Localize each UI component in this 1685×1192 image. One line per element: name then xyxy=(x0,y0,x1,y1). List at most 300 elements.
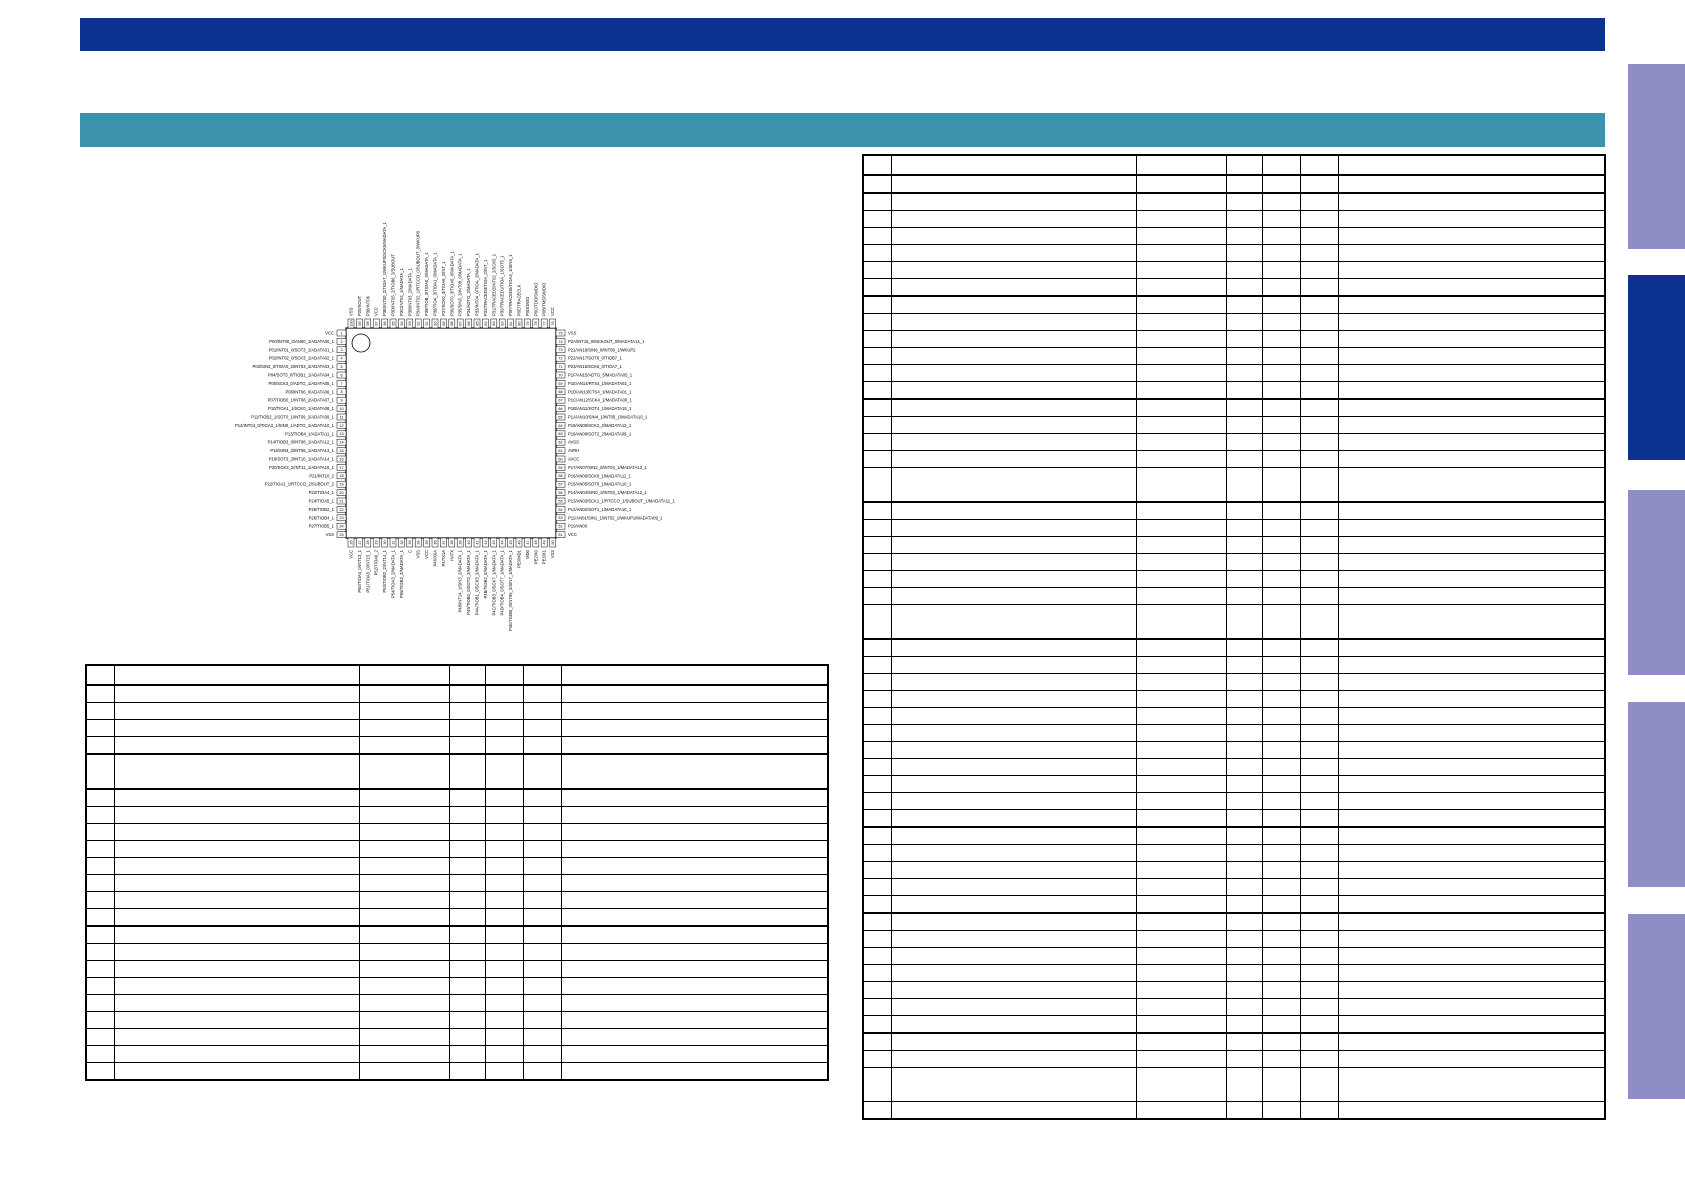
table-cell xyxy=(863,245,891,262)
top-pin-label: P30/TRACED1/TIOA_1/SOT5_1 xyxy=(499,255,505,316)
left-pin-label: P11/TIOB2_1/SOT0_1/INT09_2/ADATA09_1 xyxy=(251,414,334,420)
table-cell xyxy=(523,754,561,789)
bottom-pin-label: INITX xyxy=(449,550,455,561)
top-pin-number: 92 xyxy=(416,321,421,326)
table-cell xyxy=(561,789,828,807)
table-cell xyxy=(485,1029,523,1046)
table-cell xyxy=(1338,502,1605,520)
table-cell xyxy=(863,725,891,742)
table-cell xyxy=(891,434,1136,451)
right-pin-label: P14/AN04/SIN0_1/INT03_1/MADATA12_1 xyxy=(568,490,647,496)
top-pin-label: P32/TRACED3/TIOA_2/INT_1 xyxy=(482,259,488,316)
table-cell xyxy=(1226,1051,1262,1068)
table-cell xyxy=(1338,1016,1605,1034)
left-pin-number: 18 xyxy=(339,474,344,479)
table-cell xyxy=(449,754,485,789)
table-cell xyxy=(1300,554,1338,571)
right-pin-label: P22/AN17/SOT6_0/TIOB7_1 xyxy=(568,355,622,361)
table-cell xyxy=(1262,520,1300,537)
table-cell xyxy=(863,691,891,708)
table-cell xyxy=(485,995,523,1012)
table-cell xyxy=(1300,708,1338,725)
table-cell xyxy=(1300,417,1338,434)
table-cell xyxy=(1338,691,1605,708)
right-pin-number: 64 xyxy=(558,423,563,428)
table-cell xyxy=(359,754,449,789)
table-row xyxy=(863,175,1605,193)
table-cell xyxy=(1300,810,1338,828)
left-pin-number: 16 xyxy=(339,457,344,462)
table-cell xyxy=(561,841,828,858)
table-cell xyxy=(485,807,523,824)
table-row xyxy=(86,841,828,858)
table-row xyxy=(863,417,1605,434)
table-cell xyxy=(1338,965,1605,982)
table-cell xyxy=(1136,862,1226,879)
table-cell xyxy=(561,978,828,995)
bottom-pin-label: PE2/X0 xyxy=(533,550,539,565)
table-row xyxy=(863,537,1605,554)
table-cell xyxy=(891,314,1136,331)
table-cell xyxy=(114,858,359,875)
table-cell xyxy=(86,789,114,807)
table-row xyxy=(863,382,1605,400)
bottom-pin-label: P49/TIOB0_0/SOT3_2/MADATA_1 xyxy=(466,550,472,615)
top-pin-number: 93 xyxy=(408,321,413,326)
table-cell xyxy=(1262,605,1300,640)
table-cell xyxy=(449,841,485,858)
table-row xyxy=(863,554,1605,571)
table-cell xyxy=(1338,245,1605,262)
left-pin-label: P02/INT02_0/SCK3_1/ADATA02_1 xyxy=(268,355,334,361)
table-cell xyxy=(1226,742,1262,759)
table-cell xyxy=(1338,657,1605,674)
left-pin-number: 15 xyxy=(339,449,344,453)
top-pin-label: P31/TRACED2/INT02_2/SCK5_1 xyxy=(491,253,497,316)
table-cell xyxy=(1136,365,1226,382)
table-cell xyxy=(1136,999,1226,1016)
table-cell xyxy=(1262,155,1300,175)
table-cell xyxy=(891,245,1136,262)
table-cell xyxy=(1262,537,1300,554)
table-cell xyxy=(1226,793,1262,810)
table-cell xyxy=(1226,537,1262,554)
table-cell xyxy=(523,944,561,961)
bottom-pin-number: 46 xyxy=(517,540,522,545)
table-cell xyxy=(1262,588,1300,605)
table-row xyxy=(86,703,828,720)
left-pin-label: P23/TIOA4_1 xyxy=(308,490,334,496)
table-cell xyxy=(1226,382,1262,400)
table-cell xyxy=(449,926,485,944)
table-cell xyxy=(449,892,485,909)
table-cell xyxy=(449,720,485,737)
table-cell xyxy=(1226,1016,1262,1034)
table-cell xyxy=(891,965,1136,982)
table-cell xyxy=(1338,417,1605,434)
table-cell xyxy=(359,807,449,824)
table-cell xyxy=(1262,879,1300,896)
table-cell xyxy=(1136,1068,1226,1102)
top-pin-label: P35/SIN0_3/INT08_0/MADATA_1 xyxy=(457,253,463,316)
table-cell xyxy=(1136,708,1226,725)
ic-package-svg xyxy=(228,190,688,650)
table-cell xyxy=(485,978,523,995)
table-cell xyxy=(1136,742,1226,759)
bottom-pin-label: P4B/TIOB2_0/MADATA_1 xyxy=(482,550,488,599)
table-cell xyxy=(86,995,114,1012)
table-cell xyxy=(1338,674,1605,691)
right-pin-label: P19/AN09/SCK2_2/MADATA12_1 xyxy=(568,422,632,428)
table-row xyxy=(863,999,1605,1016)
table-cell xyxy=(1262,399,1300,417)
table-row xyxy=(863,810,1605,828)
table-cell xyxy=(1136,913,1226,931)
table-cell xyxy=(863,657,891,674)
side-tab-1[interactable] xyxy=(1628,64,1685,249)
table-cell xyxy=(891,1102,1136,1120)
top-pin-label: P38/TIOA_3/TIOA1_0/MADATA_1 xyxy=(432,252,438,316)
table-cell xyxy=(359,944,449,961)
bottom-pin-label: VSS xyxy=(415,550,421,559)
table-cell xyxy=(863,793,891,810)
table-cell xyxy=(1136,879,1226,896)
table-cell xyxy=(1262,245,1300,262)
table-cell xyxy=(1338,296,1605,314)
table-cell xyxy=(449,685,485,703)
side-tab-3[interactable] xyxy=(1628,490,1685,675)
table-cell xyxy=(1226,588,1262,605)
table-cell xyxy=(1226,417,1262,434)
table-cell xyxy=(1300,1051,1338,1068)
table-row xyxy=(86,685,828,703)
table-cell xyxy=(114,824,359,841)
table-cell xyxy=(1262,639,1300,657)
table-cell xyxy=(1262,1102,1300,1120)
side-tab-4[interactable] xyxy=(1628,702,1685,887)
table-cell xyxy=(561,703,828,720)
right-pin-label: AVSS xyxy=(568,439,579,445)
table-cell xyxy=(449,665,485,685)
left-pin-number: 10 xyxy=(339,407,344,411)
table-row xyxy=(86,1063,828,1081)
right-pin-label: P1D/AN13/CTS4_1/MADATA01_1 xyxy=(568,389,632,395)
left-pin-label: VCC xyxy=(325,330,334,336)
table-cell xyxy=(359,892,449,909)
table-cell xyxy=(523,909,561,927)
bottom-pin-label: VCC xyxy=(348,550,354,559)
table-cell xyxy=(485,685,523,703)
right-pin-number: 65 xyxy=(558,415,563,420)
table-cell xyxy=(891,948,1136,965)
table-cell xyxy=(891,793,1136,810)
table-cell xyxy=(863,1068,891,1102)
top-pin-number: 91 xyxy=(425,321,429,326)
table-cell xyxy=(1300,674,1338,691)
table-cell xyxy=(359,961,449,978)
table-row xyxy=(863,296,1605,314)
table-cell xyxy=(1300,211,1338,228)
left-pin-label: P16/SOT3_2/INT10_1/ADATA14_1 xyxy=(268,456,334,462)
table-row xyxy=(86,1029,828,1046)
right-pin-number: 60 xyxy=(558,457,563,462)
table-cell xyxy=(86,685,114,703)
table-cell xyxy=(1226,1068,1262,1102)
table-cell xyxy=(891,1051,1136,1068)
table-cell xyxy=(891,571,1136,588)
table-cell xyxy=(561,1046,828,1063)
table-cell xyxy=(1300,193,1338,211)
table-cell xyxy=(1226,451,1262,468)
table-cell xyxy=(1300,262,1338,279)
right-pin-number: 61 xyxy=(558,449,563,453)
table-row xyxy=(863,793,1605,810)
table-cell xyxy=(1300,331,1338,348)
left-pin-number: 1 xyxy=(340,331,343,336)
table-cell xyxy=(561,858,828,875)
table-cell xyxy=(1338,228,1605,245)
right-pin-label: P1C/AN12/SCK4_1/MADATA00_1 xyxy=(568,397,632,403)
left-pin-number: 20 xyxy=(339,491,344,495)
table-cell xyxy=(1136,175,1226,193)
table-cell xyxy=(1136,245,1226,262)
table-cell xyxy=(1300,639,1338,657)
table-cell xyxy=(1226,331,1262,348)
table-cell xyxy=(1300,862,1338,879)
table-cell xyxy=(1300,725,1338,742)
table-cell xyxy=(1262,1033,1300,1051)
left-pin-number: 7 xyxy=(340,381,343,386)
right-pin-number: 70 xyxy=(558,373,563,378)
table-cell xyxy=(1300,965,1338,982)
table-cell xyxy=(1226,365,1262,382)
table-cell xyxy=(863,434,891,451)
left-pin-label: P21/INT10_2 xyxy=(309,473,334,479)
table-cell xyxy=(1300,691,1338,708)
table-cell xyxy=(561,685,828,703)
table-row xyxy=(863,605,1605,640)
table-cell xyxy=(1262,211,1300,228)
table-cell xyxy=(1136,845,1226,862)
table-cell xyxy=(561,892,828,909)
ic-pinout-diagram xyxy=(228,190,688,650)
table-cell xyxy=(891,605,1136,640)
table-cell xyxy=(359,824,449,841)
table-cell xyxy=(1338,1068,1605,1102)
table-cell xyxy=(1226,674,1262,691)
table-cell xyxy=(1226,708,1262,725)
table-header-row xyxy=(86,665,828,685)
table-cell xyxy=(1338,845,1605,862)
table-cell xyxy=(114,1012,359,1029)
table-row xyxy=(863,520,1605,537)
right-pin-number: 56 xyxy=(558,491,563,495)
table-cell xyxy=(1262,1068,1300,1102)
table-cell xyxy=(891,896,1136,914)
table-row xyxy=(863,365,1605,382)
table-cell xyxy=(863,502,891,520)
table-cell xyxy=(1300,520,1338,537)
table-cell xyxy=(1262,948,1300,965)
table-cell xyxy=(449,944,485,961)
top-pin-number: 87 xyxy=(458,321,463,326)
left-pin-number: 8 xyxy=(340,390,343,395)
table-cell xyxy=(863,982,891,999)
table-row xyxy=(863,1016,1605,1034)
table-cell xyxy=(86,909,114,927)
table-cell xyxy=(1226,776,1262,793)
table-row xyxy=(863,862,1605,879)
table-cell xyxy=(1136,948,1226,965)
table-cell xyxy=(1226,211,1262,228)
table-cell xyxy=(1300,571,1338,588)
table-cell xyxy=(891,810,1136,828)
top-pin-label: VCC xyxy=(550,307,556,316)
table-cell xyxy=(1226,279,1262,297)
right-pin-number: 57 xyxy=(558,482,563,487)
left-pin-label: P04/SOT3_0/TIOB1_1/ADATA04_1 xyxy=(268,372,334,378)
table-row xyxy=(86,1046,828,1063)
table-cell xyxy=(449,858,485,875)
table-cell xyxy=(86,754,114,789)
table-cell xyxy=(1262,691,1300,708)
left-pin-label: P00/INT00_0/AN00_1/ADATA00_1 xyxy=(269,338,334,344)
table-cell xyxy=(523,685,561,703)
table-cell xyxy=(359,665,449,685)
top-pin-label: P36/SOT0_3/TIOA5_0/MADATA_1 xyxy=(449,251,455,316)
table-cell xyxy=(1136,520,1226,537)
table-cell xyxy=(561,944,828,961)
table-cell xyxy=(561,909,828,927)
table-cell xyxy=(1338,348,1605,365)
bottom-pin-label: P51/TIOA5_0/INT15_1 xyxy=(365,550,371,593)
table-cell xyxy=(863,365,891,382)
table-cell xyxy=(1136,314,1226,331)
table-cell xyxy=(1136,451,1226,468)
left-pin-label: P06/INT06_0/ADATA06_1 xyxy=(285,389,334,395)
table-cell xyxy=(114,961,359,978)
table-row xyxy=(863,827,1605,845)
top-pin-number: 95 xyxy=(391,321,396,326)
right-pin-label: P16/AN06/SCK0_1/MADATA11_1 xyxy=(568,473,631,479)
bottom-pin-number: 47 xyxy=(525,540,530,545)
right-pin-label: P12/AN02/SOT1_1/MADATA10_1 xyxy=(568,506,632,512)
table-cell xyxy=(1136,193,1226,211)
pin-function-table-right xyxy=(862,154,1606,1120)
right-pin-label: P11/AN01/SIN1_1/INT02_1/WKUP1/MADATA09_1 xyxy=(568,515,663,521)
bottom-pin-label: P48/INT14_1/SIN3_2/MADATA_1 xyxy=(457,550,463,613)
table-cell xyxy=(1136,331,1226,348)
bottom-pin-number: 33 xyxy=(408,540,413,545)
table-cell xyxy=(114,875,359,892)
bottom-pin-label: PE3/X1 xyxy=(541,550,547,565)
section-bar xyxy=(80,113,1605,147)
table-cell xyxy=(561,961,828,978)
table-cell xyxy=(1262,502,1300,520)
table-cell xyxy=(359,841,449,858)
right-pin-number: 55 xyxy=(558,499,563,504)
right-pin-label: VSS xyxy=(568,330,577,336)
table-cell xyxy=(891,862,1136,879)
left-pin-number: 11 xyxy=(339,415,344,420)
table-cell xyxy=(1262,228,1300,245)
table-cell xyxy=(1136,759,1226,776)
bottom-pin-number: 45 xyxy=(509,540,513,545)
left-pin-label: P15/SIN3_2/INT06_1/ADATA13_1 xyxy=(270,448,334,454)
table-cell xyxy=(1338,279,1605,297)
left-pin-number: 23 xyxy=(339,516,344,521)
table-cell xyxy=(114,720,359,737)
bottom-pin-number: 39 xyxy=(458,540,463,545)
table-cell xyxy=(86,1063,114,1081)
side-tab-5[interactable] xyxy=(1628,914,1685,1099)
bottom-pin-label: MD0 xyxy=(524,550,530,559)
table-cell xyxy=(449,1063,485,1081)
table-row xyxy=(863,348,1605,365)
side-tab-2[interactable] xyxy=(1628,275,1685,460)
table-cell xyxy=(523,720,561,737)
table-cell xyxy=(1226,571,1262,588)
table-cell xyxy=(1338,605,1605,640)
table-cell xyxy=(86,944,114,961)
table-cell xyxy=(1262,931,1300,948)
table-cell xyxy=(1338,554,1605,571)
table-cell xyxy=(523,978,561,995)
table-cell xyxy=(114,944,359,961)
table-cell xyxy=(891,708,1136,725)
table-cell xyxy=(523,875,561,892)
table-row xyxy=(863,845,1605,862)
table-cell xyxy=(1136,296,1226,314)
table-cell xyxy=(114,685,359,703)
table-cell xyxy=(1136,605,1226,640)
top-pin-number: 76 xyxy=(551,321,555,326)
right-pin-label: P1B/AN11/SOT4_1/MADATA15_1 xyxy=(568,406,632,412)
table-row xyxy=(863,262,1605,279)
table-cell xyxy=(1262,999,1300,1016)
table-row xyxy=(863,965,1605,982)
table-cell xyxy=(1136,776,1226,793)
table-cell xyxy=(485,909,523,927)
table-cell xyxy=(485,1012,523,1029)
table-cell xyxy=(863,228,891,245)
bottom-pin-number: 29 xyxy=(374,540,379,545)
table-row xyxy=(863,399,1605,417)
table-row xyxy=(863,588,1605,605)
table-cell xyxy=(561,875,828,892)
right-pin-label: VCC xyxy=(568,532,577,538)
left-pin-label: P10/TIOA1_1/SCK0_1/ADATA08_1 xyxy=(268,406,334,412)
right-pin-number: 66 xyxy=(558,407,563,411)
right-pin-number: 74 xyxy=(558,339,563,344)
table-cell xyxy=(1262,776,1300,793)
table-row xyxy=(863,314,1605,331)
left-pin-number: 19 xyxy=(339,482,344,487)
table-cell xyxy=(1226,262,1262,279)
table-cell xyxy=(523,824,561,841)
table-cell xyxy=(1300,314,1338,331)
table-cell xyxy=(863,571,891,588)
table-cell xyxy=(863,399,891,417)
right-pin-label: P1A/AN10/SIN4_1/INT05_1/MADATA10_1 xyxy=(568,414,648,420)
table-cell xyxy=(1338,399,1605,417)
table-cell xyxy=(485,789,523,807)
table-cell xyxy=(863,1051,891,1068)
table-cell xyxy=(561,807,828,824)
top-pin-number: 88 xyxy=(450,321,455,326)
table-cell xyxy=(863,1016,891,1034)
right-pin-number: 69 xyxy=(558,381,563,386)
